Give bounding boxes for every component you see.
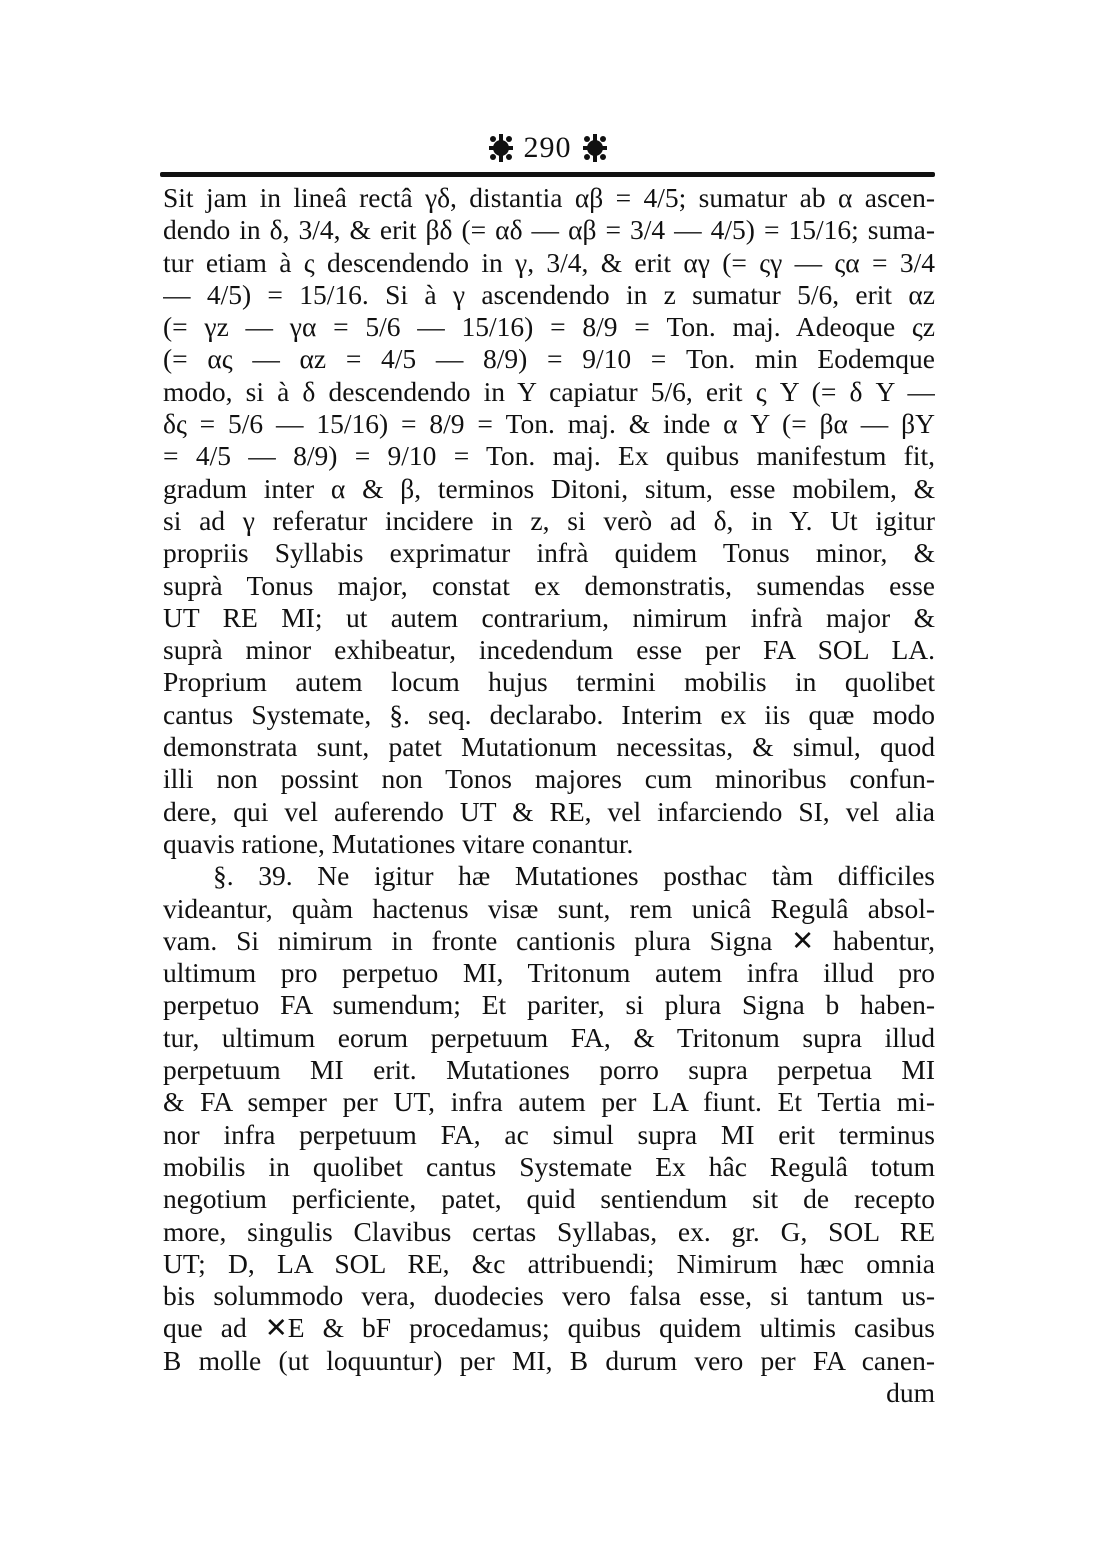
text-line: bis solummodo vera, duodecies vero falsa esse, si tantum us- bbox=[163, 1280, 935, 1312]
header-rule bbox=[160, 172, 935, 177]
text-line: — 4/5) = 15/16. Si à γ ascendendo in z sumatur 5/6, erit αz bbox=[163, 278, 935, 310]
text-line: UT RE MI; ut autem contrarium, nimirum infrà major & bbox=[163, 601, 935, 633]
text-line: suprà Tonus major, constat ex demonstratis, sumendas esse bbox=[163, 569, 935, 601]
text-line: que ad ✕E & bF procedamus; quibus quidem ultimis casibus bbox=[163, 1312, 935, 1344]
text-line: tur etiam à ς descendendo in γ, 3/4, & erit αγ (= ςγ — ςα = 3/4 bbox=[163, 246, 935, 278]
text-line: ultimum pro perpetuo MI, Tritonum autem infra illud pro bbox=[163, 957, 935, 989]
text-line: perpetuo FA sumendum; Et pariter, si plura Signa b haben- bbox=[163, 989, 935, 1021]
text-line: tur, ultimum eorum perpetuum FA, & Tritonum supra illud bbox=[163, 1021, 935, 1053]
text-line: δς = 5/6 — 15/16) = 8/9 = Ton. maj. & inde α Y (= βα — βY bbox=[163, 408, 935, 440]
text-line: Proprium autem locum hujus termini mobilis in quolibet bbox=[163, 666, 935, 698]
text-line: B molle (ut loquuntur) per MI, B durum vero per FA canen- bbox=[163, 1344, 935, 1376]
text-line: dendo in δ, 3/4, & erit βδ (= αδ — αβ = 3/4 — 4/5) = 15/16; suma- bbox=[163, 214, 935, 246]
fleuron-ornament-icon bbox=[582, 133, 608, 163]
text-line: negotium perficiente, patet, quid sentiendum sit de recepto bbox=[163, 1183, 935, 1215]
text-line: more, singulis Clavibus certas Syllabas, ex. gr. G, SOL RE bbox=[163, 1215, 935, 1247]
text-body bbox=[163, 182, 935, 1409]
text-line: gradum inter α & β, terminos Ditoni, situm, esse mobilem, & bbox=[163, 472, 935, 504]
text-line: Sit jam in lineâ rectâ γδ, distantia αβ = 4/5; sumatur ab α ascen- bbox=[163, 182, 935, 213]
section-start-line: §. 39. Ne igitur hæ Mutationes posthac tàm difficiles bbox=[213, 860, 935, 892]
text-line: suprà minor exhibeatur, incedendum esse per FA SOL LA. bbox=[163, 634, 935, 666]
text-line: nor infra perpetuum FA, ac simul supra MI erit terminus bbox=[163, 1118, 935, 1150]
text-line: (= γz — γα = 5/6 — 15/16) = 8/9 = Ton. maj. Adeoque ςz bbox=[163, 311, 935, 343]
text-line: demonstrata sunt, patet Mutationum necessitas, & simul, quod bbox=[163, 731, 935, 763]
text-line: & FA semper per UT, infra autem per LA fiunt. Et Tertia mi- bbox=[163, 1086, 935, 1118]
text-line: dere, qui vel auferendo UT & RE, vel infarciendo SI, vel alia bbox=[163, 795, 935, 827]
text-line: perpetuum MI erit. Mutationes porro supra perpetua MI bbox=[163, 1054, 935, 1086]
text-line: propriis Syllabis exprimatur infrà quidem Tonus minor, & bbox=[163, 537, 935, 569]
text-line: quavis ratione, Mutationes vitare conantur. bbox=[163, 827, 634, 859]
text-line: cantus Systemate, §. seq. declarabo. Interim ex iis quæ modo bbox=[163, 698, 935, 730]
text-line: illi non possint non Tonos majores cum minoribus confun- bbox=[163, 763, 935, 795]
catchword: dum bbox=[886, 1376, 935, 1408]
text-line: (= ας — αz = 4/5 — 8/9) = 9/10 = Ton. min Eodemque bbox=[163, 343, 935, 375]
fleuron-ornament-icon bbox=[488, 133, 514, 163]
text-line: si ad γ referatur incidere in z, si verò ad δ, in Y. Ut igitur bbox=[163, 504, 935, 536]
page-header bbox=[160, 128, 935, 168]
text-line: UT; D, LA SOL RE, &c attribuendi; Nimirum hæc omnia bbox=[163, 1247, 935, 1279]
text-line: = 4/5 — 8/9) = 9/10 = Ton. maj. Ex quibus manifestum fit, bbox=[163, 440, 935, 472]
page-number: 290 bbox=[523, 131, 572, 164]
text-line: videantur, quàm hactenus visæ sunt, rem unicâ Regulâ absol- bbox=[163, 892, 935, 924]
text-line: modo, si à δ descendendo in Y capiatur 5/6, erit ς Y (= δ Y — bbox=[163, 375, 935, 407]
text-line: mobilis in quolibet cantus Systemate Ex hâc Regulâ totum bbox=[163, 1150, 935, 1182]
text-line: vam. Si nimirum in fronte cantionis plura Signa ✕ habentur, bbox=[163, 924, 935, 956]
